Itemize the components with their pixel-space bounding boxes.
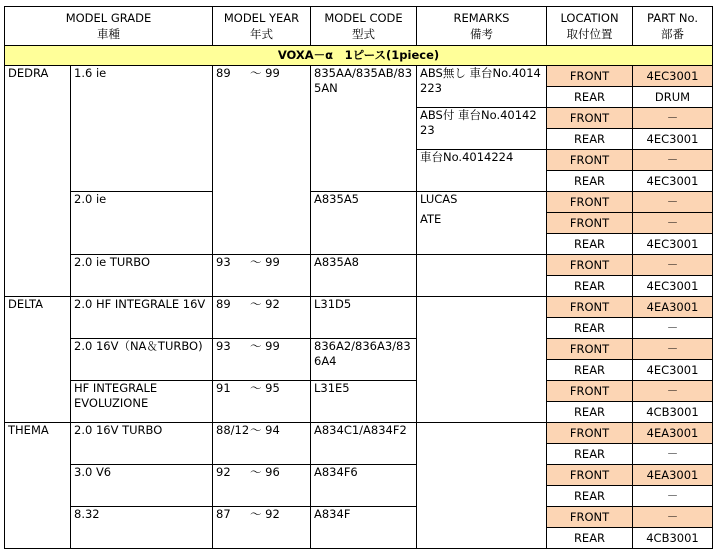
table-row: [5, 465, 713, 486]
header-location: LOCATION 取付位置: [547, 7, 633, 46]
table-row: [5, 339, 713, 360]
part-cell: －: [633, 255, 713, 276]
grade-cell: 3.0 V6: [71, 465, 213, 507]
grade-cell: HF INTEGRALE EVOLUZIONE: [71, 381, 213, 423]
table-row: [5, 192, 713, 213]
part-cell: 4EA3001: [633, 465, 713, 486]
location-cell: REAR: [547, 171, 633, 192]
part-cell: 4EC3001: [633, 276, 713, 297]
code-cell: L31E5: [311, 381, 417, 423]
table-row: [5, 255, 713, 276]
part-cell: 4EC3001: [633, 171, 713, 192]
year-cell: 89 ～ 99: [213, 66, 311, 255]
part-cell: 4EC3001: [633, 234, 713, 255]
code-cell: 836A2/836A3/836A4: [311, 339, 417, 381]
part-cell: 4EA3001: [633, 297, 713, 318]
grade-cell: 8.32: [71, 507, 213, 549]
location-cell: FRONT: [547, 255, 633, 276]
table-row: [5, 381, 713, 402]
part-cell: 4EA3001: [633, 423, 713, 444]
table-row: [5, 423, 713, 444]
part-cell: －: [633, 318, 713, 339]
location-cell: REAR: [547, 360, 633, 381]
model-dedra: DEDRA: [5, 66, 71, 297]
part-cell: －: [633, 486, 713, 507]
table-row: [5, 66, 713, 87]
location-cell: REAR: [547, 528, 633, 549]
location-cell: FRONT: [547, 507, 633, 528]
grade-cell: 2.0 ie TURBO: [71, 255, 213, 297]
location-cell: REAR: [547, 234, 633, 255]
part-cell: －: [633, 213, 713, 234]
year-cell: 88/12～ 94: [213, 423, 311, 465]
location-cell: REAR: [547, 318, 633, 339]
table-row: [5, 297, 713, 318]
code-cell: A835A8: [311, 255, 417, 297]
part-cell: 4CB3001: [633, 402, 713, 423]
year-cell: 87 ～ 92: [213, 507, 311, 549]
grade-cell: 1.6 ie: [71, 66, 213, 192]
grade-cell: 2.0 ie: [71, 192, 213, 255]
remark-cell: 車台No.4014224: [417, 150, 547, 192]
location-cell: FRONT: [547, 339, 633, 360]
header-model-code: MODEL CODE 型式: [311, 7, 417, 46]
location-cell: REAR: [547, 129, 633, 150]
model-delta: DELTA: [5, 297, 71, 423]
year-cell: 89 ～ 92: [213, 297, 311, 339]
remark-cell: [417, 423, 547, 549]
location-cell: REAR: [547, 444, 633, 465]
header-remarks: REMARKS 備考: [417, 7, 547, 46]
year-cell: 92 ～ 96: [213, 465, 311, 507]
part-cell: 4CB3001: [633, 528, 713, 549]
part-cell: －: [633, 150, 713, 171]
location-cell: FRONT: [547, 297, 633, 318]
location-cell: FRONT: [547, 192, 633, 213]
remark-cell: [417, 297, 547, 423]
table-row: [5, 507, 713, 528]
code-cell: A834F6: [311, 465, 417, 507]
code-cell: L31D5: [311, 297, 417, 339]
part-cell: 4EC3001: [633, 129, 713, 150]
location-cell: REAR: [547, 87, 633, 108]
code-cell: A834F: [311, 507, 417, 549]
location-cell: FRONT: [547, 108, 633, 129]
remark-cell: ABS無し 車台No.4014223: [417, 66, 547, 108]
location-cell: REAR: [547, 276, 633, 297]
part-cell: －: [633, 192, 713, 213]
part-cell: －: [633, 507, 713, 528]
header-model-grade: MODEL GRADE 車種: [5, 7, 213, 46]
location-cell: REAR: [547, 402, 633, 423]
part-cell: DRUM: [633, 87, 713, 108]
header-row: [5, 7, 713, 46]
code-cell: A835A5: [311, 192, 417, 255]
grade-cell: 2.0 HF INTEGRALE 16V: [71, 297, 213, 339]
model-thema: THEMA: [5, 423, 71, 549]
remark-cell: [417, 255, 547, 297]
location-cell: FRONT: [547, 465, 633, 486]
code-cell: A834C1/A834F2: [311, 423, 417, 465]
location-cell: REAR: [547, 486, 633, 507]
header-model-year: MODEL YEAR 年式: [213, 7, 311, 46]
grade-cell: 2.0 16V TURBO: [71, 423, 213, 465]
header-part-no: PART No. 部番: [633, 7, 713, 46]
part-cell: －: [633, 444, 713, 465]
part-cell: 4EC3001: [633, 66, 713, 87]
location-cell: FRONT: [547, 213, 633, 234]
year-cell: 93 ～ 99: [213, 339, 311, 381]
location-cell: FRONT: [547, 381, 633, 402]
code-cell: 835AA/835AB/835AN: [311, 66, 417, 192]
location-cell: FRONT: [547, 423, 633, 444]
part-cell: －: [633, 108, 713, 129]
part-cell: －: [633, 339, 713, 360]
location-cell: FRONT: [547, 150, 633, 171]
location-cell: FRONT: [547, 66, 633, 87]
part-cell: 4EC3001: [633, 360, 713, 381]
year-cell: 93 ～ 99: [213, 255, 311, 297]
parts-table: [4, 6, 713, 549]
grade-cell: 2.0 16V（NA＆TURBO): [71, 339, 213, 381]
title-row: [5, 46, 713, 66]
part-cell: －: [633, 381, 713, 402]
product-title: VOXA－α 1ピース(1piece): [5, 46, 713, 66]
remark-cell: ABS付 車台No.4014223: [417, 108, 547, 150]
year-cell: 91 ～ 95: [213, 381, 311, 423]
remark-cell: LUCAS ATE: [417, 192, 547, 255]
